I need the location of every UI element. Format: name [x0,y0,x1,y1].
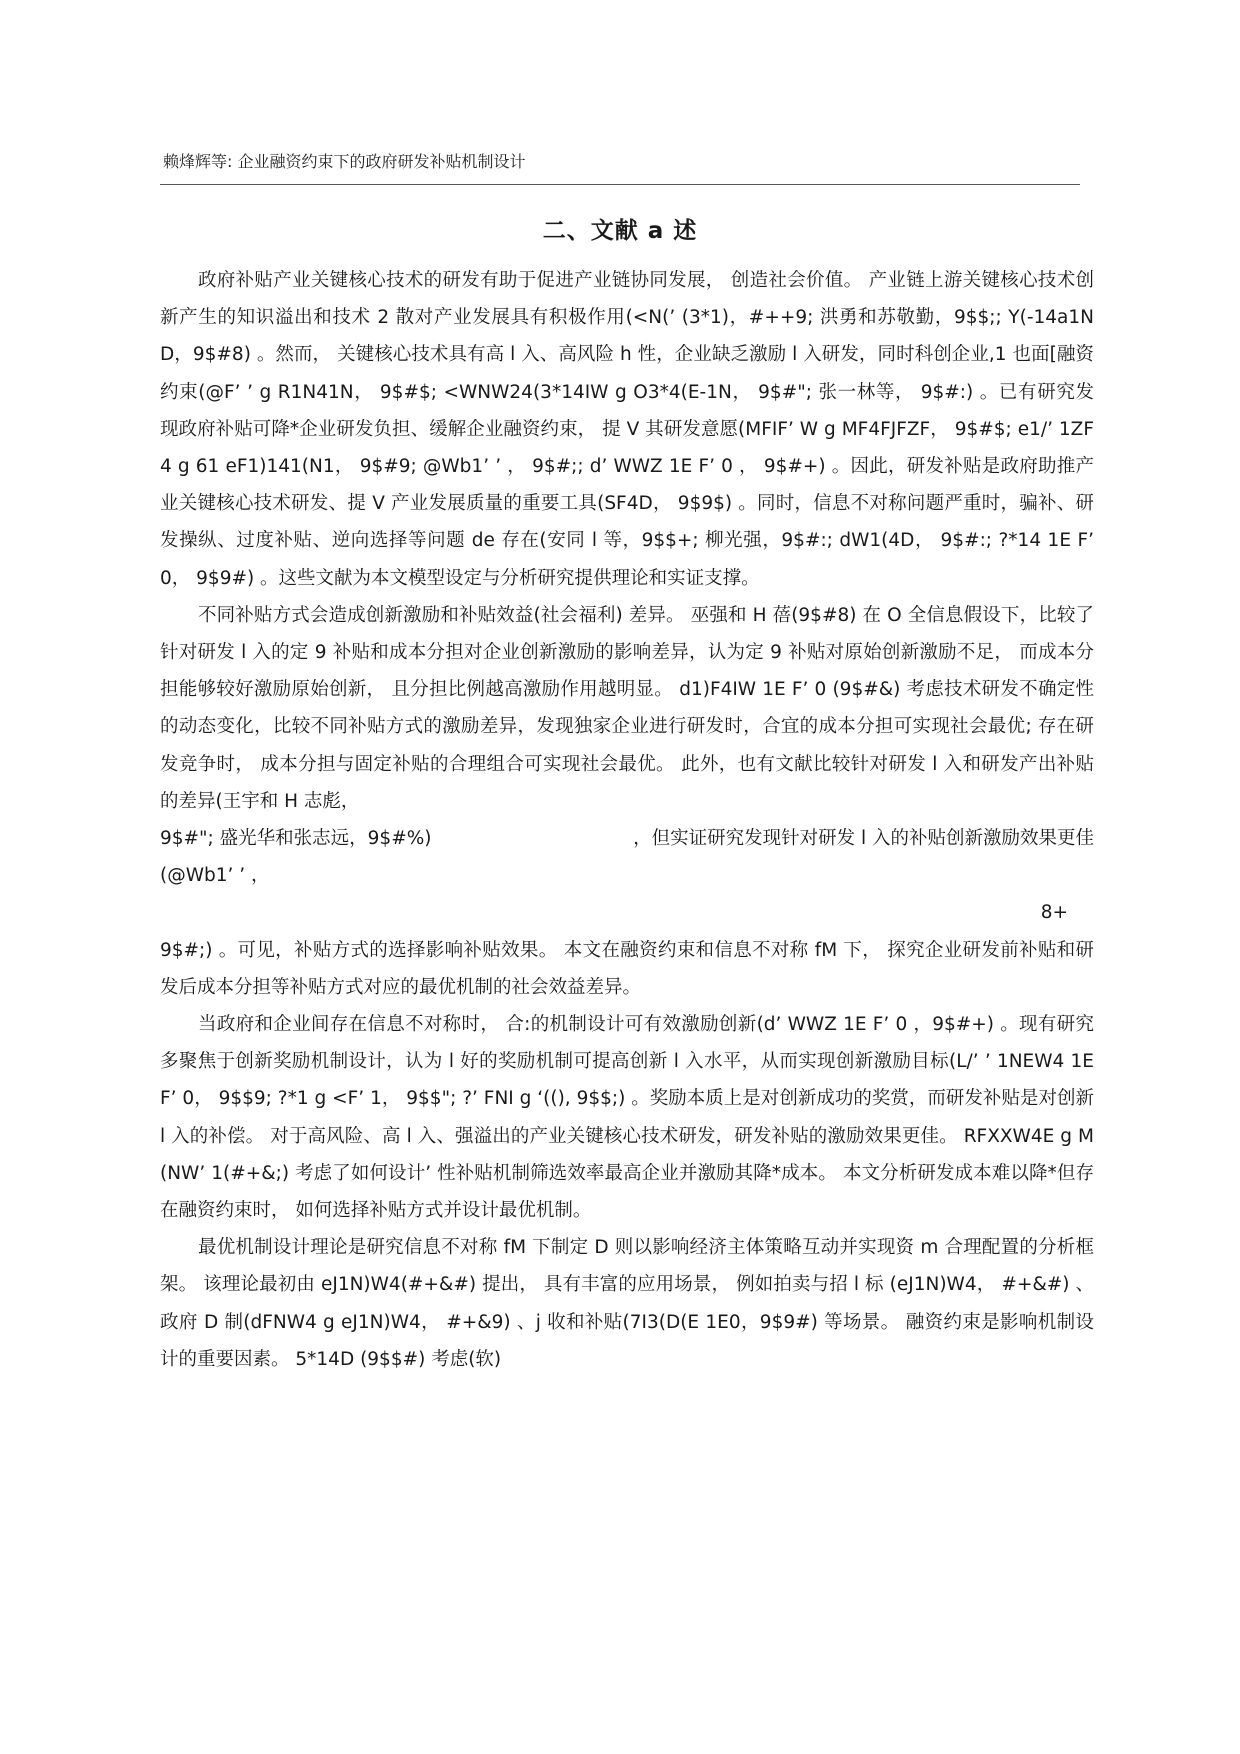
paragraph-2-short-line [160,857,1094,894]
paragraph-1: 政府补贴产业关键核心技术的研发有助于促进产业链协同发展， 创造社会价值。 产业链上游关键核心技术创新产生的知识溢出和技术 2 散对产业发展具有积极作用(<N(’ (3*1)，#++9; 洪勇和苏敬勤，9$$;; Y(-14a1ND，9$#8) 。然而， 关键核心技术具有高 l 入、高风险 h 性，企业缺乏激励 l 入研发，同时科创企业,1 也面[融资约束(@F’ ’ g R1N41N， 9$#$; <WNW24(3*14IW g O3*4(E-1N， 9$#"; 张一林等， 9$#:) 。已有研究发现政府补贴可降*企业研发负担、缓解企业融资约束， 提 V 其研发意愿(MFIF’ W g MF4FJFZF， 9$#$; e1/’ 1ZF4 g 61 eF1)141(N1， 9$#9; @Wb1’ ’ ， 9$#;; d’ WWZ 1E F’ 0 ， 9$#+) 。因此，研发补贴是政府助推产业关键核心技术研发、提 V 产业发展质量的重要工具(SF4D， 9$9$) 。同时，信息不对称问题严重时，骗补、研发操纵、过度补贴、逆向选择等问题 de 存在(安同 l 等，9$$+; 柳光强，9$#:; dW1(4D， 9$#:; ?*14 1E F’ 0， 9$9#) 。这些文献为本文模型设定与分析研究提供理论和实证支撑。 [160,270,1094,589]
header-divider [160,184,1080,185]
paragraph-2-split-line [160,820,1094,857]
paragraph-3: 当政府和企业间存在信息不对称时， 合:的机制设计可有效激励创新(d’ WWZ 1E F’ 0 ，9$#+) 。现有研究多聚焦于创新奖励机制设计，认为 l 好的奖励机制可提高创新 l 入水平，从而实现创新激励目标(L/’ ’ 1NEW4 1E F’ 0， 9$$9; ?*1 g <F’ 1， 9$$"; ?’ FNI g ‘((), 9$$;) 。奖励本质上是对创新成功的奖赏，而研发补贴是对创新 l 入的补偿。 对于高风险、高 l 入、强溢出的产业关键核心技术研发，研发补贴的激励效果更佳。 RFXXW4E g M(NW’ 1(#+&;) 考虑了如何设计’ 性补贴机制筛选效率最高企业并激励其降*成本。 本文分析研发成本难以降*但存在融资约束时， 如何选择补贴方式并设计最优机制。 [160,1014,1094,1222]
paragraph-2: 不同补贴方式会造成创新激励和补贴效益(社会福利) 差异。 巫强和 H 蓓(9$#8) 在 O 全信息假设下，比较了针对研发 l 入的定 9 补贴和成本分担对企业创新激励的影响差异，认为定 9 补贴对原始创新激励不足， 而成本分担能够较好激励原始创新， 且分担比例越高激励作用越明显。 d1)F4IW 1E F’ 0 (9$#&) 考虑技术研发不确定性的动态变化，比较不同补贴方式的激励差异，发现独家企业进行研发时，合宜的成本分担可实现社会最优; 存在研发竞争时， 成本分担与固定补贴的合理组合可实现社会最优。 此外，也有文献比较针对研发 l 入和研发产出补贴的差异(王宇和 H 志彪， [160,604,1094,812]
stray-mark: 8+ [1040,902,1068,924]
paragraph-4: 最优机制设计理论是研究信息不对称 fM 下制定 D 则以影响经济主体策略互动并实现资 m 合理配置的分析框架。 该理论最初由 eJ1N)W4(#+&#) 提出， 具有丰富的应用场景， 例如拍卖与招 l 标 (eJ1N)W4， #+&#) 、政府 D 制(dFNW4 g eJ1N)W4， #+&9) 、j 收和补贴(7I3(D(E 1E0，9$9#) 等场景。 融资约束是影响机制设计的重要因素。 5*14D (9$$#) 考虑(软) [160,1237,1094,1370]
body-text [160,262,1094,1378]
running-header: 赖烽辉等: 企业融资约束下的政府研发补贴机制设计 [163,152,526,171]
split-line-left: 9$#"; 盛光华和张志远，9$#%) [160,828,432,850]
section-title: 二、文献 a 述 [542,218,698,244]
short-line-text: (@Wb1’ ’ ， [160,865,270,887]
split-line-right: ，但实证研究发现针对研发 l 入的补贴创新激励效果更佳 [633,828,1094,850]
paragraph-2-continuation: 9$#;) 。可见，补贴方式的选择影响补贴效果。 本文在融资约束和信息不对称 fM 下， 探究企业研发前补贴和研发后成本分担等补贴方式对应的最优机制的社会效益差异。 [160,939,1094,998]
